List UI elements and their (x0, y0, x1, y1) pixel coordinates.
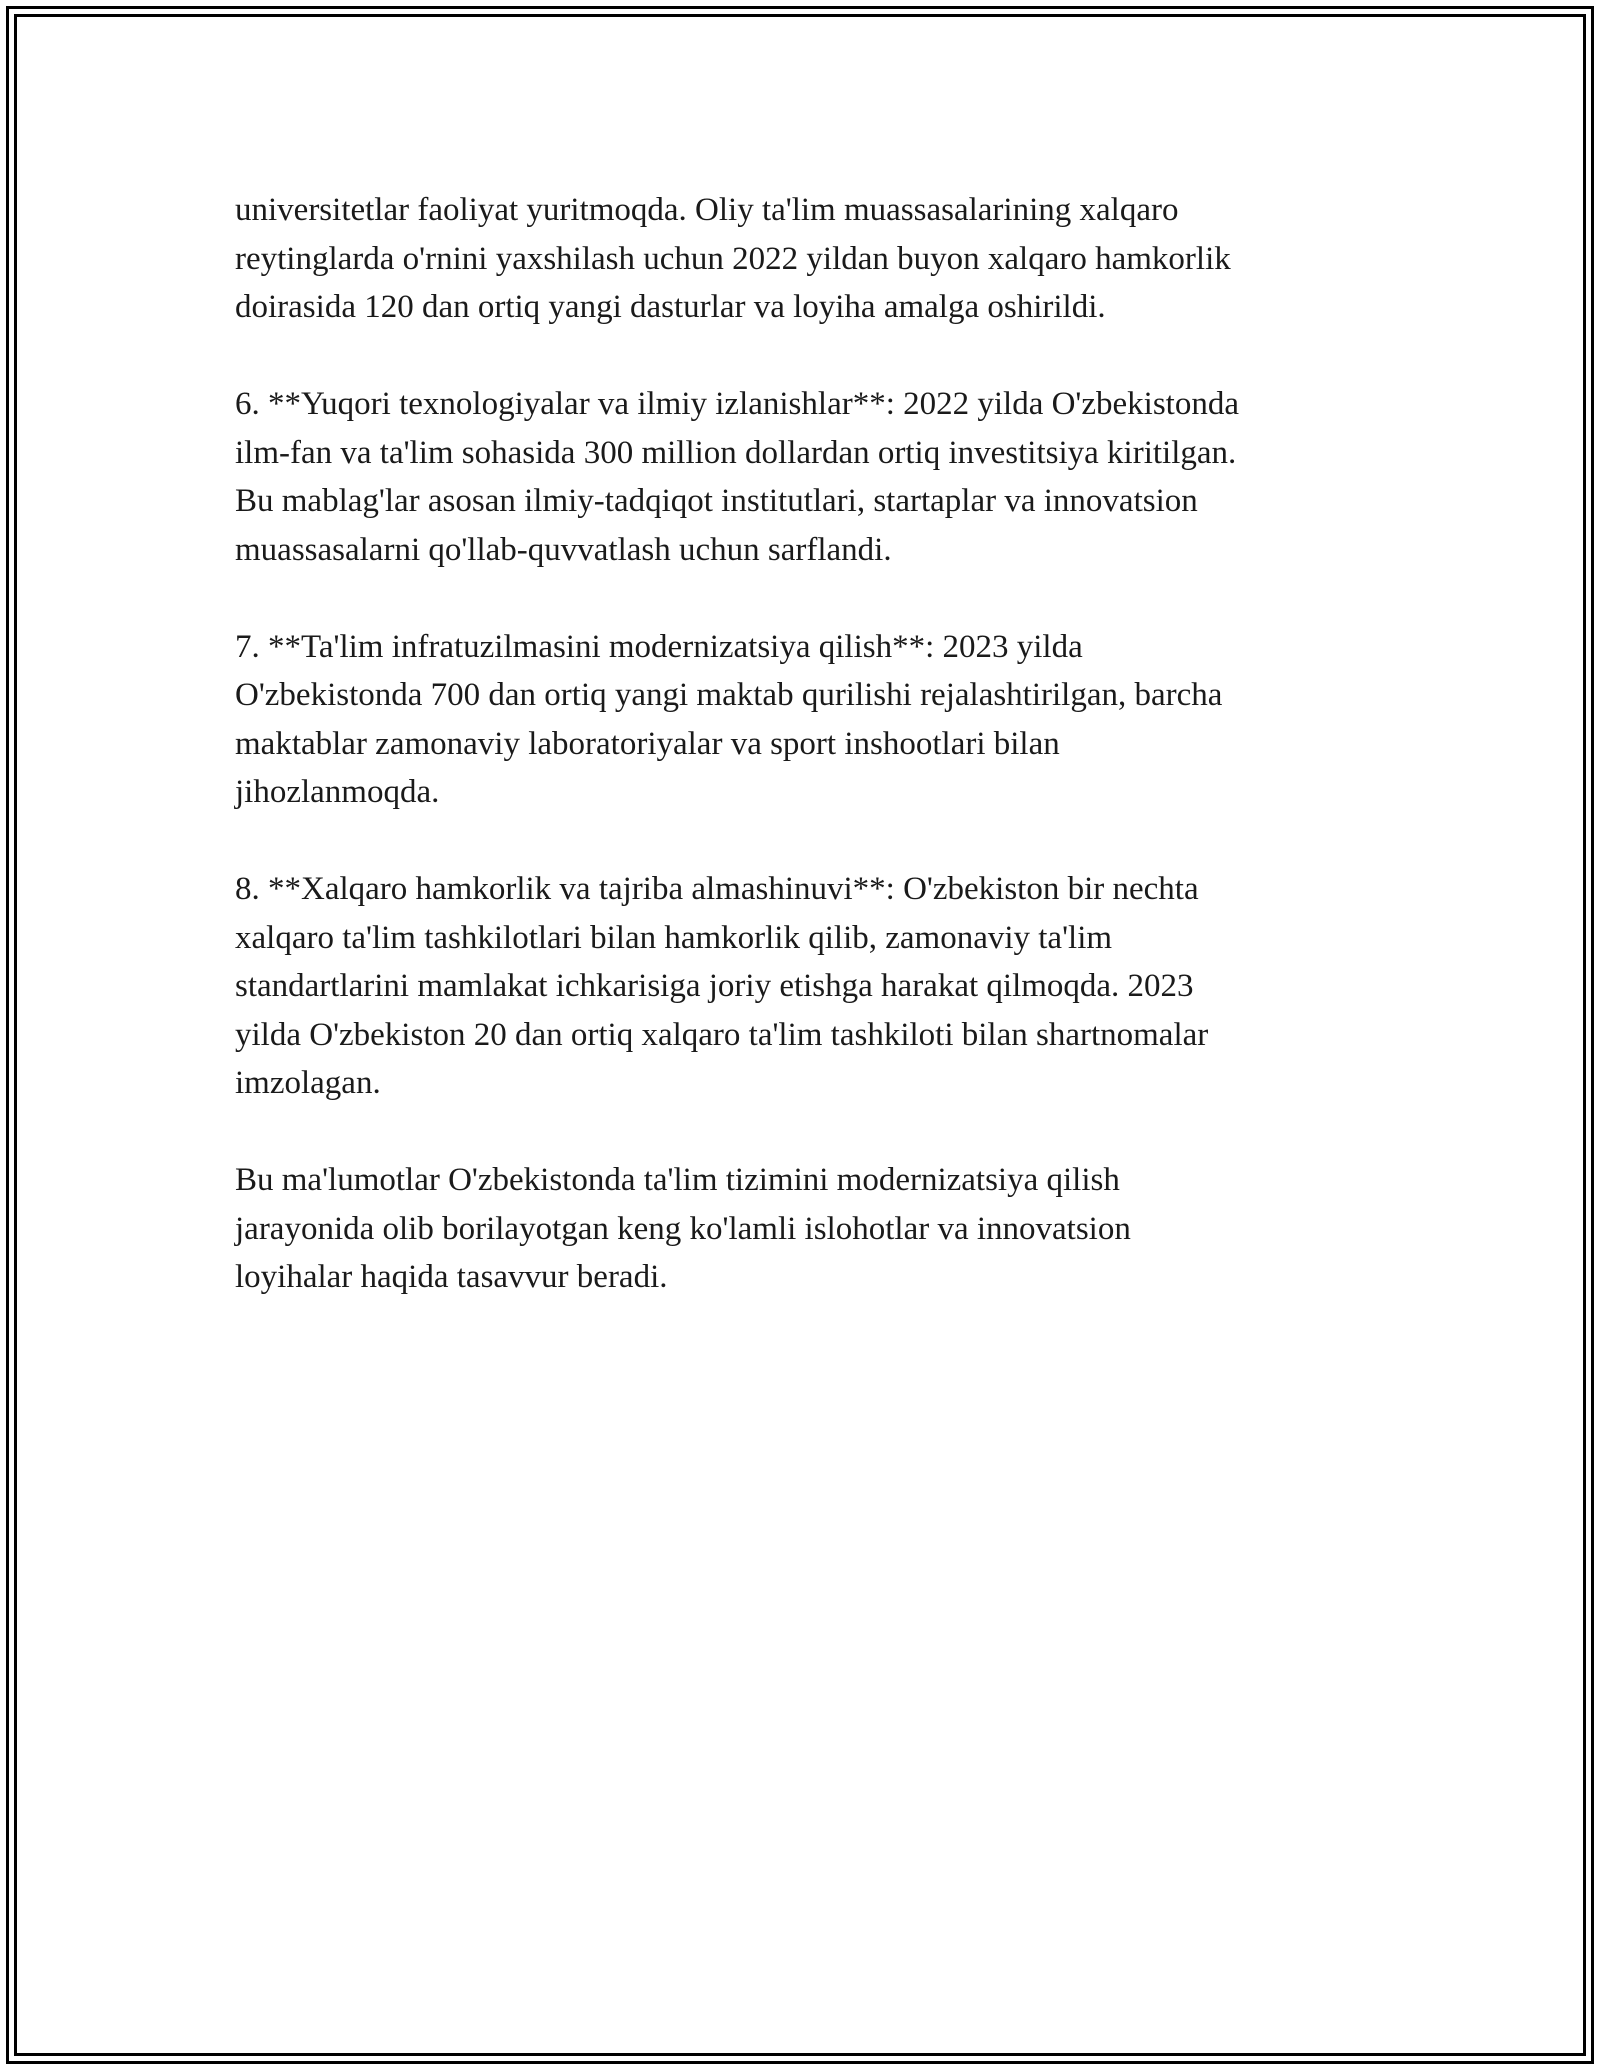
paragraph-item-7: 7. **Ta'lim infratuzilmasini modernizatsiya qilish**: 2023 yilda O'zbekistonda 700 dan ortiq yangi maktab qurilishi rejalashtirilgan, barcha maktablar zamonaviy laboratoriyalar va sport inshootlari bilan jihozlanmoqda. (235, 628, 1223, 810)
document-body (235, 186, 1415, 1350)
paragraph-conclusion: Bu ma'lumotlar O'zbekistonda ta'lim tizimini modernizatsiya qilish jarayonida olib borilayotgan keng ko'lamli islohotlar va innovatsion loyihalar haqida tasavvur beradi. (235, 1162, 1131, 1295)
paragraph-intro-continuation: universitetlar faoliyat yuritmoqda. Oliy ta'lim muassasalarining xalqaro reytinglarda o'rnini yaxshilash uchun 2022 yildan buyon xalqaro hamkorlik doirasida 120 dan ortiq yangi dasturlar va loyiha amalga oshirildi. (235, 192, 1231, 325)
paragraph-item-6: 6. **Yuqori texnologiyalar va ilmiy izlanishlar**: 2022 yilda O'zbekistonda ilm-fan va ta'lim sohasida 300 million dollardan ortiq investitsiya kiritilgan. Bu mablag'lar asosan ilmiy-tadqiqot institutlari, startaplar va innovatsion muassasalarni qo'llab-quvvatlash uchun sarflandi. (235, 386, 1240, 568)
paragraph-item-8: 8. **Xalqaro hamkorlik va tajriba almashinuvi**: O'zbekiston bir nechta xalqaro ta'lim tashkilotlari bilan hamkorlik qilib, zamonaviy ta'lim standartlarini mamlakat ichkarisiga joriy etishga harakat qilmoqda. 2023 yilda O'zbekiston 20 dan ortiq xalqaro ta'lim tashkiloti bilan shartnomalar imzolagan. (235, 871, 1209, 1101)
